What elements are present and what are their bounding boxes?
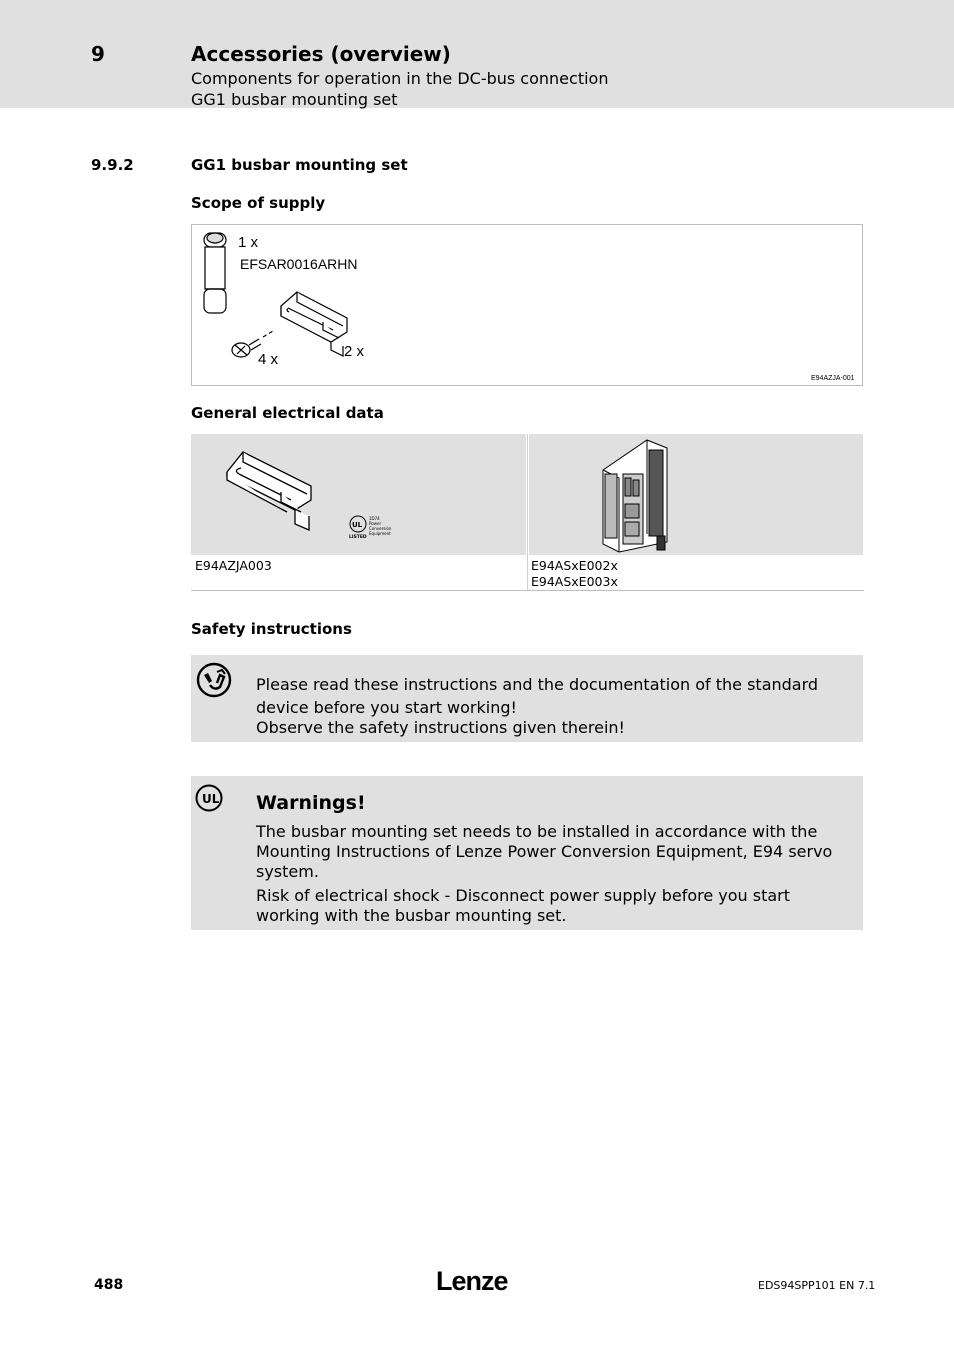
chapter-title: Accessories (overview) <box>191 42 451 66</box>
bracket-quantity-label: 2 x <box>344 343 365 360</box>
figure-code: E94AZJA-001 <box>811 375 855 382</box>
page-header-band <box>0 0 954 108</box>
supply-drawing <box>193 226 861 384</box>
busbar-order-code: E94AZJA003 <box>195 558 272 573</box>
chapter-subtitle-2: GG1 busbar mounting set <box>191 90 398 109</box>
fuse-part-number: EFSAR0016ARHN <box>240 256 358 272</box>
lenze-logo: Lenze <box>436 1266 508 1296</box>
ul-mark-line-2: Power <box>369 521 382 526</box>
ul-mark-listed: LISTED <box>349 535 367 540</box>
page-number: 488 <box>94 1277 124 1293</box>
ul-mark-line-1: 1D74 <box>369 516 380 521</box>
general-electrical-data-heading: General electrical data <box>191 404 384 422</box>
screw-quantity-label: 4 x <box>258 351 279 368</box>
section-number: 9.9.2 <box>91 156 134 174</box>
busbar-illustration <box>191 434 526 555</box>
observe-safety-text: Observe the safety instructions given therein! <box>256 718 625 737</box>
table-bottom-rule <box>191 590 864 591</box>
bracket-illustration <box>281 292 347 356</box>
device-order-code-1: E94ASxE002x <box>531 558 618 573</box>
ul-warning-icon-text: UL <box>202 792 220 806</box>
device-order-code-2: E94ASxE003x <box>531 574 618 589</box>
table-column-divider <box>527 434 528 590</box>
ul-mark-line-4: Equipment <box>369 531 391 536</box>
ul-mark-symbol: UL <box>352 521 363 529</box>
section-title: GG1 busbar mounting set <box>191 156 408 174</box>
safety-instructions-heading: Safety instructions <box>191 620 352 638</box>
servo-device-illustration <box>529 434 863 555</box>
ul-warning-icon <box>194 784 226 814</box>
document-id: EDS94SPP101 EN 7.1 <box>758 1279 876 1292</box>
warning-installation-text: The busbar mounting set needs to be installed in accordance with the Mounting Instructions of Lenze Power Conversion Equipment, E94 servo system. <box>256 822 833 881</box>
ul-mark-line-3: Conversion <box>369 526 392 531</box>
warning-shock-text: Risk of electrical shock - Disconnect power supply before you start working with the busbar mounting set. <box>256 886 791 925</box>
read-instructions-text: Please read these instructions and the documentation of the standard device before you start working! <box>256 675 819 717</box>
scope-of-supply-heading: Scope of supply <box>191 194 326 212</box>
chapter-subtitle-1: Components for operation in the DC-bus connection <box>191 69 609 88</box>
read-instructions-icon <box>195 661 233 699</box>
fuse-illustration <box>204 233 226 313</box>
warnings-title: Warnings! <box>256 792 366 814</box>
fuse-quantity-label: 1 x <box>238 234 259 251</box>
chapter-number: 9 <box>91 42 105 66</box>
